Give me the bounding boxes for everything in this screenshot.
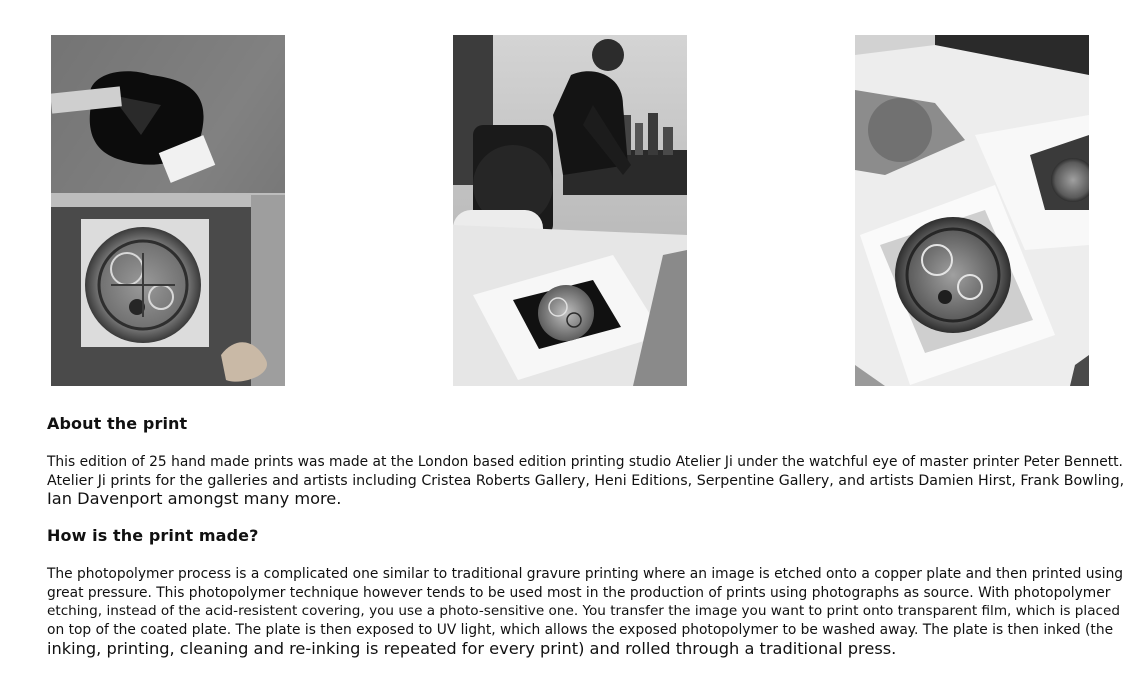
how-line: on top of the coated plate. The plate is then exposed to UV light, which allows the exposed photopolymer to be washed away. The plate is then inked (the — [47, 622, 1114, 639]
how-line: inking, printing, cleaning and re-inking is repeated for every print) and rolled through a traditional press. — [47, 638, 897, 658]
how-heading: How is the print made? — [47, 526, 259, 545]
prints-on-press-bed-photo — [855, 35, 1089, 386]
about-line: Ian Davenport amongst many more. — [47, 489, 342, 509]
how-line: etching, instead of the acid-resistent covering, you use a photo-sensitive one. You transfer the image you want to print onto transparent film, which is placed — [47, 603, 1121, 620]
how-paragraph — [47, 565, 1124, 659]
printer-at-press-photo — [453, 35, 687, 386]
workbench-ink-photo — [51, 35, 285, 386]
workbench-ink-image — [51, 35, 285, 386]
about-heading: About the print — [47, 414, 188, 433]
about-paragraph — [47, 453, 1125, 509]
printer-at-press-image — [453, 35, 687, 386]
how-line: The photopolymer process is a complicated one similar to traditional gravure printing where an image is etched onto a copper plate and then printed using — [47, 566, 1124, 582]
how-line: great pressure. This photopolymer technique however tends to be used most in the production of prints using photographs as source. With photopolymer — [47, 584, 1111, 601]
about-line: Atelier Ji prints for the galleries and artists including Cristea Roberts Gallery, Heni Editions, Serpentine Gallery, and artists Damien Hirst, Frank Bowling, — [47, 472, 1125, 489]
about-line: This edition of 25 hand made prints was made at the London based edition printing studio Atelier Ji under the watchful eye of master printer Peter Bennett. — [47, 454, 1123, 470]
prints-on-press-bed-image — [855, 35, 1089, 386]
